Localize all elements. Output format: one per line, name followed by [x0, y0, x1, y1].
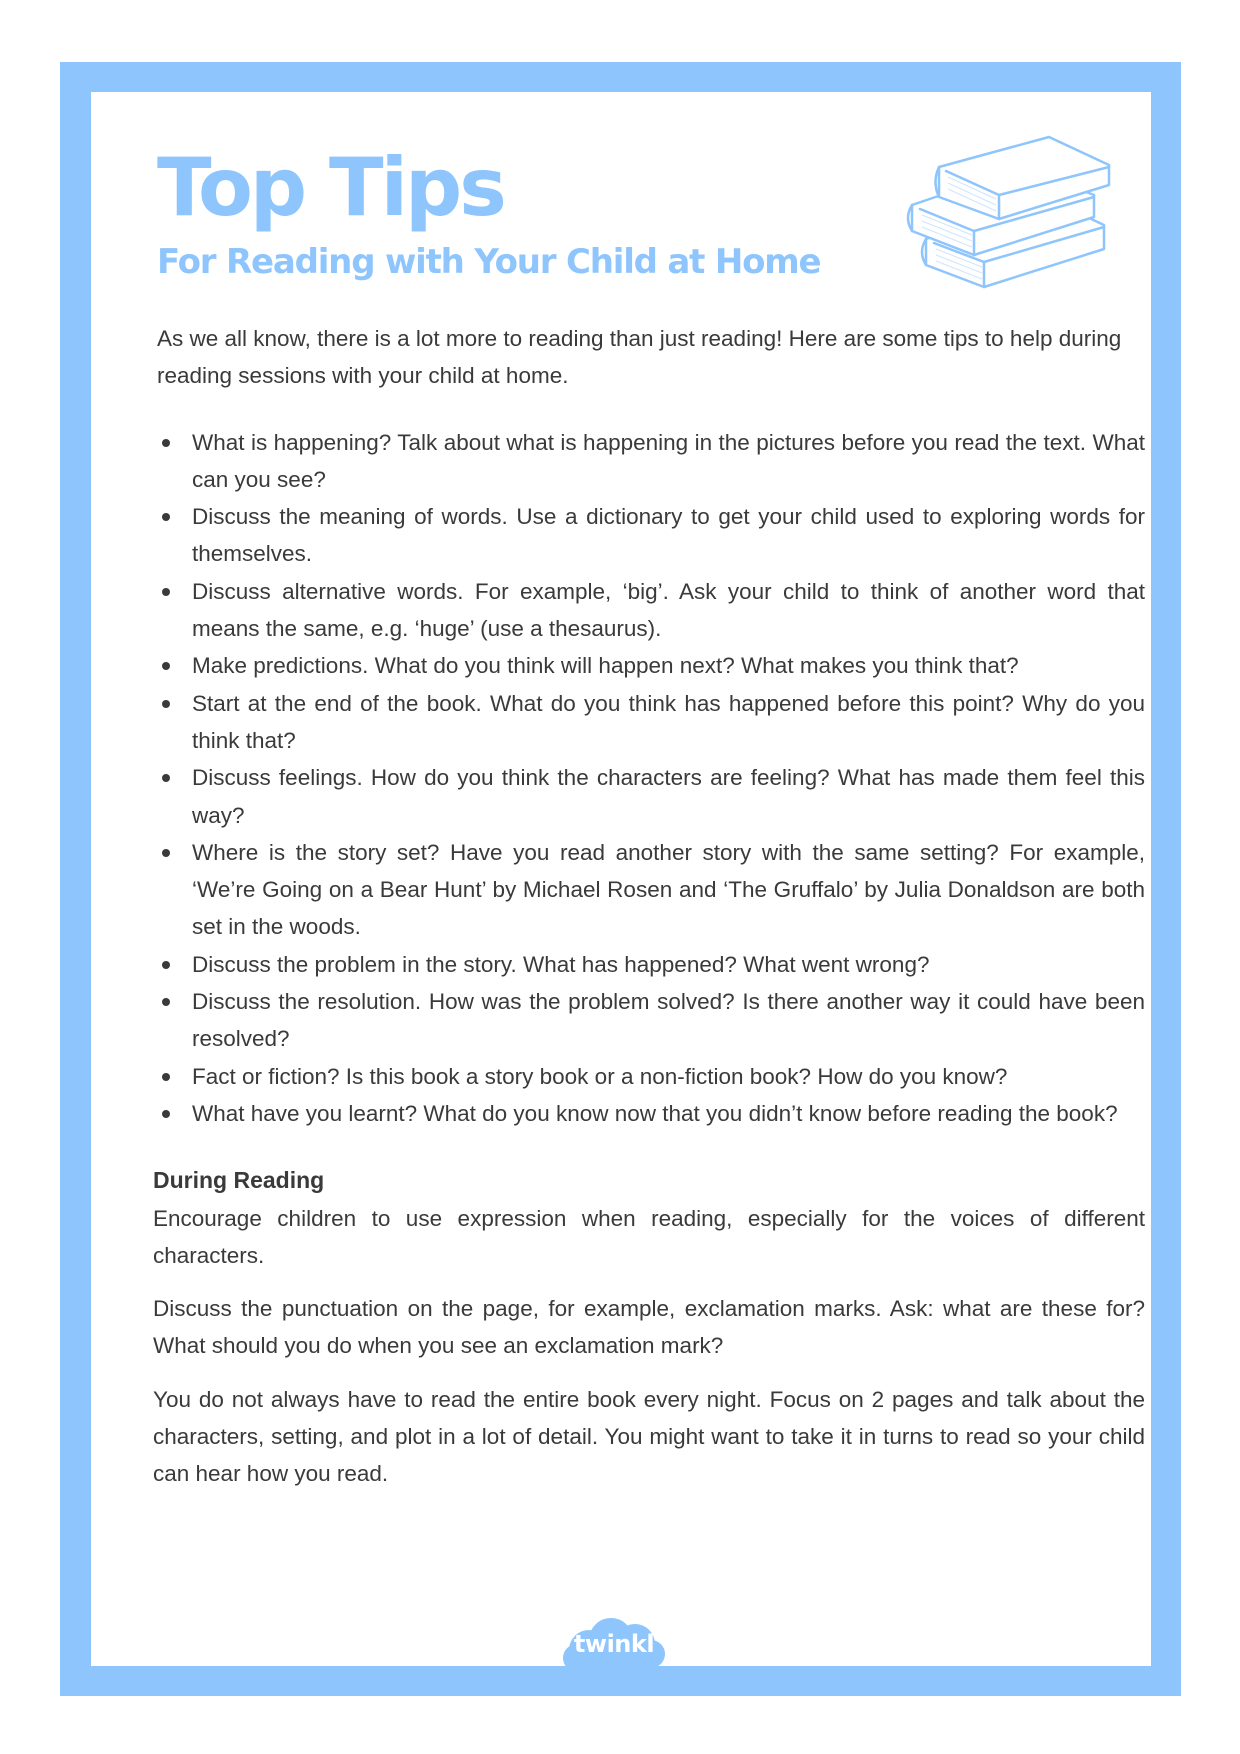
tip-item: What have you learnt? What do you know now that you didn’t know before reading the book? [157, 1095, 1145, 1132]
tip-item: Fact or fiction? Is this book a story book or a non-fiction book? How do you know? [157, 1058, 1145, 1095]
paragraph-entire-book: You do not always have to read the entire book every night. Focus on 2 pages and talk about the characters, setting, and plot in a lot of detail. You might want to take it in turns to read so your child can hear how you read. [153, 1386, 1145, 1487]
tip-item: Discuss the meaning of words. Use a dictionary to get your child used to exploring words for themselves. [157, 498, 1145, 573]
tip-item: Start at the end of the book. What do you think has happened before this point? Why do you think that? [157, 685, 1145, 760]
tip-item: What is happening? Talk about what is happening in the pictures before you read the text. What can you see? [157, 424, 1145, 499]
intro-paragraph: As we all know, there is a lot more to reading than just reading! Here are some tips to help during reading sessions with your child at home. [157, 326, 1122, 389]
tip-item: Make predictions. What do you think will happen next? What makes you think that? [157, 647, 1145, 684]
tip-item: Discuss alternative words. For example, ‘big’. Ask your child to think of another word that means the same, e.g. ‘huge’ (use a thesaurus). [157, 573, 1145, 648]
section-heading-during-reading: During Reading [153, 1167, 325, 1194]
document-body [153, 320, 1145, 1509]
tip-item: Where is the story set? Have you read another story with the same setting? For example, ‘We’re Going on a Bear Hunt’ by Michael Rosen and ‘The Gruffalo’ by Julia Donaldson are both set in the woods. [157, 834, 1145, 946]
stack-of-books-icon [904, 127, 1124, 297]
page-title: Top Tips [157, 141, 504, 234]
paragraph-punctuation: Discuss the punctuation on the page, for example, exclamation marks. Ask: what are these for? What should you do when you see an exclamation mark? [153, 1296, 1145, 1359]
tip-item: Discuss the resolution. How was the problem solved? Is there another way it could have been resolved? [157, 983, 1145, 1058]
tips-list [157, 424, 1145, 1133]
page-content-area [91, 92, 1151, 1666]
page-subtitle: For Reading with Your Child at Home [157, 242, 821, 282]
twinkl-logo [559, 1612, 669, 1684]
tip-item: Discuss the problem in the story. What has happened? What went wrong? [157, 946, 1145, 983]
page-border [60, 62, 1181, 1696]
logo-text: twinkl [573, 1630, 655, 1658]
paragraph-expression: Encourage children to use expression when reading, especially for the voices of different characters. [153, 1205, 1145, 1268]
tip-item: Discuss feelings. How do you think the characters are feeling? What has made them feel this way? [157, 759, 1145, 834]
